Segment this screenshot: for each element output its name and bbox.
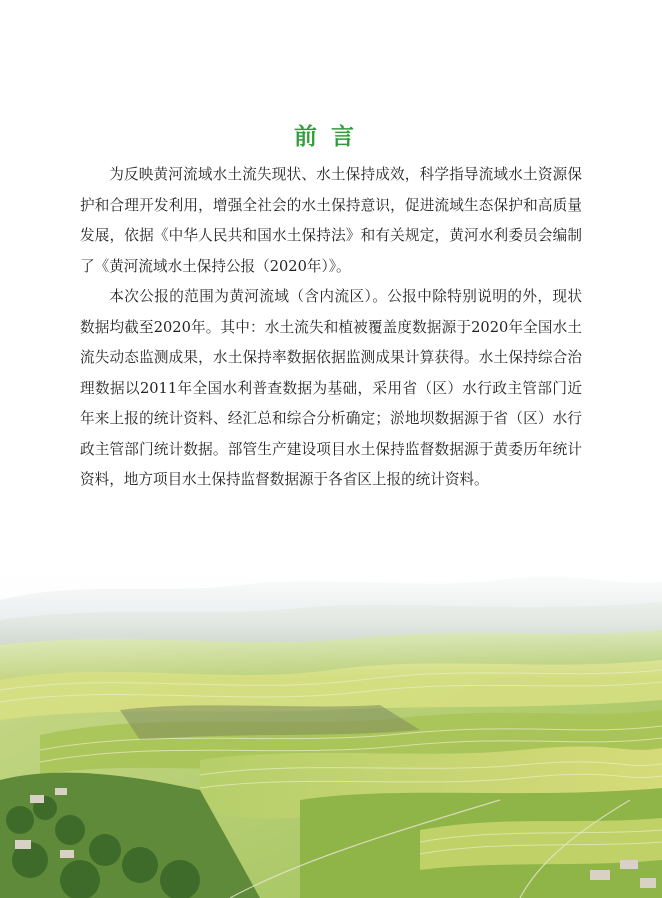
page-title: 前言 (294, 124, 368, 150)
terraced-fields-illustration (0, 560, 662, 898)
paragraph-2: 本次公报的范围为黄河流域（含内流区）。公报中除特别说明的外，现状数据均截至2020年。其中：水土流失和植被覆盖度数据源于2020年全国水土流失动态监测成果，水土保持率数据依据监测成果计算获得。水土保持综合治理数据以2011年全国水利普查数据为基础，采用省（区）水行政主管部门近年来上报的统计资料、经汇总和综合分析确定；淤地坝数据源于省（区）水行政主管部门统计数据。部管生产建设项目水土保持监督数据源于黄委历年统计资料，地方项目水土保持监督数据源于各省区上报的统计资料。 (80, 288, 582, 488)
preface-body (80, 160, 582, 496)
paragraph-1: 为反映黄河流域水土流失现状、水土保持成效，科学指导流域水土资源保护和合理开发利用，增强全社会的水土保持意识，促进流域生态保护和高质量发展，依据《中华人民共和国水土保持法》和有关规定，黄河水利委员会编制了《黄河流域水土保持公报（2020年）》。 (80, 166, 582, 275)
